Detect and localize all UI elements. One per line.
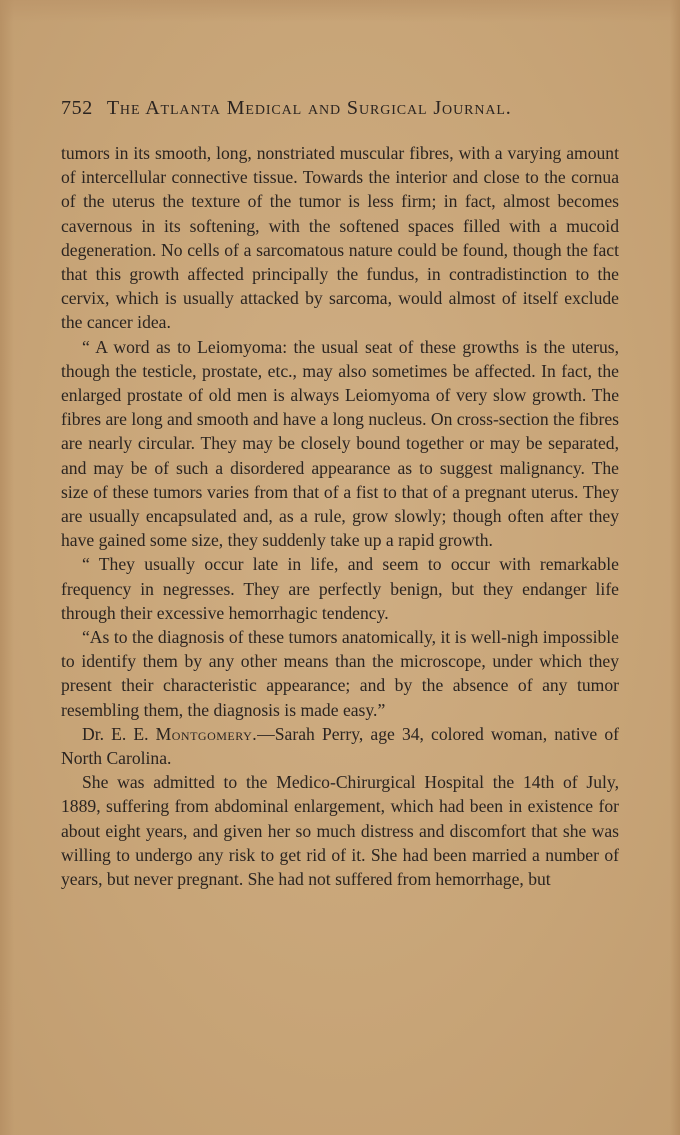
- paragraph-leiomyoma: “ A word as to Leiomyoma: the usual seat of these growths is the uterus, though the testicle, prostate, etc., may also sometimes be affected. In fact, the enlarged prostate of old men is always Leiomyoma of very slow growth. The fibres are long and smooth and have a long nucleus. On cross-section the fibres are nearly circular. They may be closely bound together or may be separated, and may be of such a disordered appearance as to suggest malignancy. The size of these tumors varies from that of a fist to that of a pregnant uterus. They are usually encapsulated and, as a rule, grow slowly; though often after they have gained some size, they suddenly take up a rapid growth.: [61, 336, 619, 551]
- paragraph-occurrence: “ They usually occur late in life, and seem to occur with remarkable frequency in negresses. They are perfectly benign, but they endanger life through their excessive hemorrhagic tendency.: [61, 554, 619, 623]
- article-body: [61, 141, 619, 891]
- running-header: [61, 97, 621, 120]
- paragraph-continuation: tumors in its smooth, long, nonstriated muscular fibres, with a varying amount of intercellular connective tissue. Towards the interior and close to the cornua of the uterus the texture of the tumor is less firm; in fact, almost becomes cavernous in its softening, with the softened spaces filled with a mucoid degeneration. No cells of a sarcomatous nature could be found, though the fact that this growth affected principally the fundus, in contradistinction to the cervix, which is usually attacked by sarcoma, would almost of itself exclude the cancer idea.: [61, 143, 619, 333]
- page-number: 752: [61, 97, 93, 119]
- page-edge-right: [670, 0, 680, 1135]
- author-prefix: Dr. E. E.: [82, 723, 156, 744]
- page-edge-top: [0, 0, 680, 22]
- paragraph-diagnosis: “As to the diagnosis of these tumors anatomically, it is well-nigh impossible to identify them by any other means than the microscope, under which they present their characteristic appearance; and by the absence of any tumor resembling them, the diagnosis is made easy.”: [61, 627, 619, 720]
- case-intro: —Sarah Perry, age 34, colored woman, native of North Carolina.: [61, 723, 619, 769]
- paragraph-admission: She was admitted to the Medico-Chirurgical Hospital the 14th of July, 1889, suffering from abdominal enlargement, which had been in existence for about eight years, and given her so much distress and discomfort that she was willing to undergo any risk to get rid of it. She had been married a number of years, but never pregnant. She had not suffered from hemorrhage, but: [61, 772, 619, 890]
- author-name: Montgomery.: [155, 723, 258, 744]
- paragraph-case-report: [61, 722, 619, 770]
- page-edge-left: [0, 0, 14, 1135]
- journal-title: The Atlanta Medical and Surgical Journal.: [106, 97, 512, 119]
